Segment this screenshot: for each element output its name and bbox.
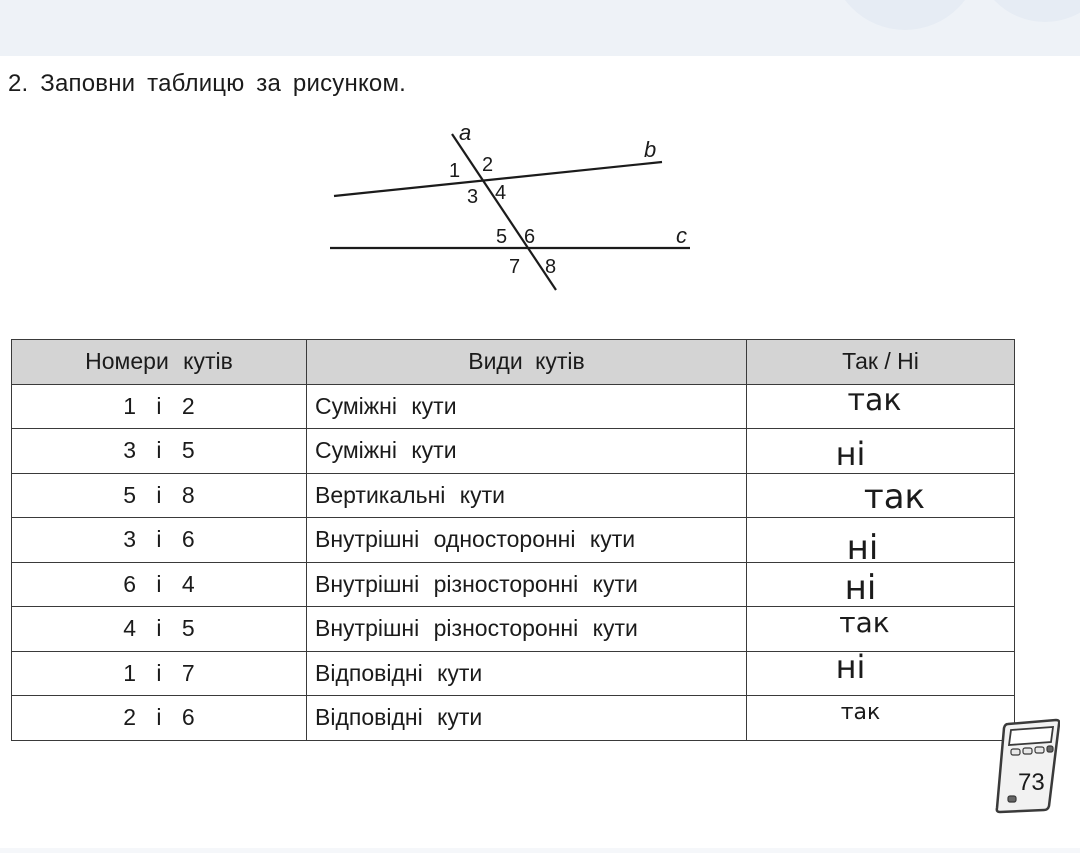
handwritten-answer: так [847, 384, 902, 418]
table-row [12, 473, 1015, 518]
calculator-icon [994, 718, 1060, 814]
angle-pair-cell: 4 і 5 [12, 607, 307, 652]
angle-kind-cell: Відповідні кути [307, 696, 747, 741]
angle-pair-cell: 3 і 6 [12, 518, 307, 563]
angle-label-1: 1 [449, 160, 461, 182]
angle-kind-cell: Відповідні кути [307, 651, 747, 696]
angle-pair-cell: 1 і 2 [12, 384, 307, 429]
angle-label-5: 5 [496, 226, 508, 248]
page-number-badge [994, 718, 1060, 814]
answer-cell [747, 562, 1015, 607]
line-a [452, 134, 556, 290]
angle-label-3: 3 [467, 186, 479, 208]
line-label-a: a [459, 122, 472, 145]
angle-pair-cell: 2 і 6 [12, 696, 307, 741]
line-label-b: b [644, 137, 657, 162]
angle-kind-cell: Внутрішні різносторонні кути [307, 562, 747, 607]
angle-kind-cell: Суміжні кути [307, 429, 747, 474]
handwritten-answer: так [840, 700, 881, 726]
angle-label-6: 6 [524, 226, 536, 248]
answer-cell [747, 518, 1015, 563]
angle-label-4: 4 [495, 182, 507, 204]
answer-cell [747, 473, 1015, 518]
header-yes-no: Так / Ні [747, 340, 1015, 385]
table-row [12, 384, 1015, 429]
answer-cell [747, 651, 1015, 696]
handwritten-answer: ні [835, 651, 866, 687]
angle-pair-cell: 6 і 4 [12, 562, 307, 607]
angle-kind-cell: Суміжні кути [307, 384, 747, 429]
decorative-circle [830, 0, 980, 30]
table-row [12, 562, 1015, 607]
angle-label-8: 8 [545, 256, 557, 278]
table-row [12, 518, 1015, 563]
table-row [12, 607, 1015, 652]
answer-cell [747, 696, 1015, 741]
handwritten-answer: ні [846, 527, 879, 562]
handwritten-answer: так [839, 606, 890, 640]
angle-label-2: 2 [482, 154, 494, 176]
angles-table [11, 339, 1015, 741]
transversal-diagram [320, 122, 700, 294]
header-angle-kinds: Види кутів [307, 340, 747, 385]
angle-kind-cell: Внутрішні односторонні кути [307, 518, 747, 563]
table-row [12, 696, 1015, 741]
table-header-row [12, 340, 1015, 385]
handwritten-answer: так [863, 477, 926, 518]
angle-kind-cell: Внутрішні різносторонні кути [307, 607, 747, 652]
table-row [12, 651, 1015, 696]
angle-label-7: 7 [509, 256, 521, 278]
task-title: 2. Заповни таблицю за рисунком. [8, 70, 407, 97]
handwritten-answer: ні [844, 568, 877, 607]
page-number: 73 [1018, 769, 1045, 796]
header-angle-numbers: Номери кутів [12, 340, 307, 385]
answer-cell [747, 429, 1015, 474]
table-row [12, 429, 1015, 474]
answer-cell [747, 607, 1015, 652]
angle-pair-cell: 1 і 7 [12, 651, 307, 696]
angle-pair-cell: 3 і 5 [12, 429, 307, 474]
top-band [0, 0, 1080, 56]
decorative-circle [975, 0, 1080, 22]
handwritten-answer: ні [835, 434, 866, 473]
line-label-c: c [676, 223, 687, 248]
answer-cell [747, 384, 1015, 429]
angle-kind-cell: Вертикальні кути [307, 473, 747, 518]
angle-pair-cell: 5 і 8 [12, 473, 307, 518]
lines-figure [320, 122, 700, 294]
